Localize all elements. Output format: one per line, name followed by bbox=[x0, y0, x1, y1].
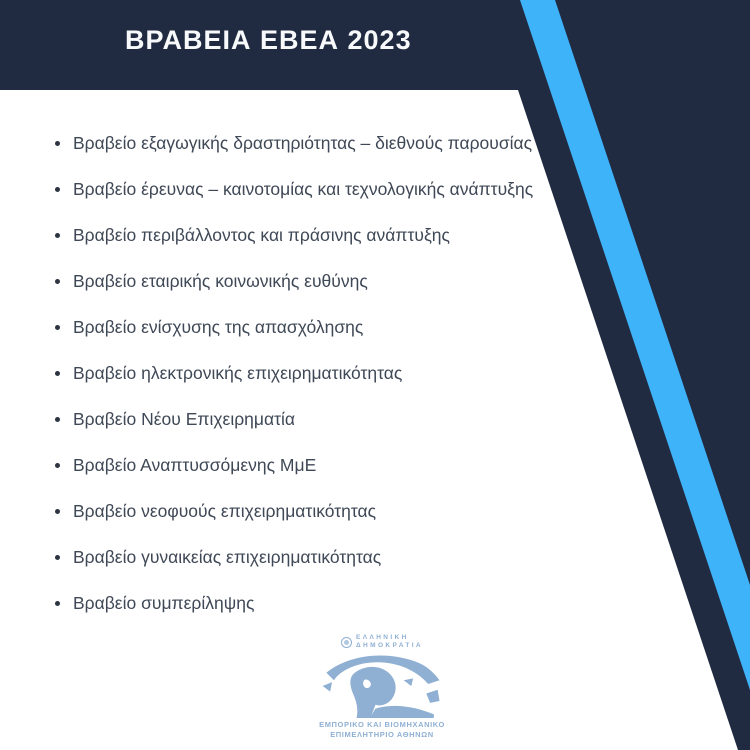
awards-list bbox=[55, 120, 575, 626]
award-label: Βραβείο έρευνας – καινοτομίας και τεχνολογικής ανάπτυξης bbox=[73, 178, 534, 199]
list-item bbox=[55, 166, 575, 212]
list-item bbox=[55, 120, 575, 166]
bullet-icon bbox=[55, 371, 60, 376]
org-name-line2: ΕΠΙΜΕΛΗΤΗΡΙΟ ΑΘΗΝΩΝ bbox=[330, 729, 434, 739]
list-item bbox=[55, 534, 575, 580]
list-item bbox=[55, 580, 575, 626]
award-label: Βραβείο νεοφυούς επιχειρηματικότητας bbox=[73, 500, 377, 521]
award-label: Βραβείο ηλεκτρονικής επιχειρηματικότητας bbox=[73, 362, 403, 383]
athena-head-icon bbox=[320, 652, 444, 718]
hellenic-republic-emblem-icon bbox=[341, 637, 352, 648]
list-item bbox=[55, 212, 575, 258]
award-label: Βραβείο ενίσχυσης της απασχόλησης bbox=[73, 316, 364, 337]
list-item bbox=[55, 442, 575, 488]
award-label: Βραβείο περιβάλλοντος και πράσινης ανάπτυξης bbox=[73, 224, 450, 245]
list-item bbox=[55, 488, 575, 534]
award-label: Βραβείο εταιρικής κοινωνικής ευθύνης bbox=[73, 270, 368, 291]
bullet-icon bbox=[55, 325, 60, 330]
logo-header bbox=[341, 633, 423, 651]
org-name-line1: ΕΜΠΟΡΙΚΟ ΚΑΙ ΒΙΟΜΗΧΑΝΙΚΟ bbox=[319, 720, 445, 729]
list-item bbox=[55, 350, 575, 396]
award-label: Βραβείο γυναικείας επιχειρηματικότητας bbox=[73, 546, 382, 567]
list-item bbox=[55, 258, 575, 304]
bullet-icon bbox=[55, 417, 60, 422]
state-name-line2: ΔΗΜΟΚΡΑΤΙΑ bbox=[355, 642, 423, 649]
state-name-line1: ΕΛΛΗΝΙΚΗ bbox=[355, 634, 409, 641]
list-item bbox=[55, 304, 575, 350]
bullet-icon bbox=[55, 233, 60, 238]
acci-logo bbox=[316, 633, 448, 750]
bullet-icon bbox=[55, 509, 60, 514]
bullet-icon bbox=[55, 187, 60, 192]
list-item bbox=[55, 396, 575, 442]
page-title: ΒΡΑΒΕΙΑ ΕΒΕΑ 2023 bbox=[125, 25, 412, 55]
award-label: Βραβείο Αναπτυσσόμενης ΜμΕ bbox=[73, 454, 317, 475]
award-label: Βραβείο Νέου Επιχειρηματία bbox=[73, 408, 296, 429]
logo-caption bbox=[319, 720, 445, 739]
award-label: Βραβείο εξαγωγικής δραστηριότητας – διεθνούς παρουσίας bbox=[73, 132, 533, 153]
bullet-icon bbox=[55, 141, 60, 146]
bullet-icon bbox=[55, 463, 60, 468]
award-label: Βραβείο συμπερίληψης bbox=[73, 592, 255, 613]
bullet-icon bbox=[55, 555, 60, 560]
bullet-icon bbox=[55, 279, 60, 284]
bullet-icon bbox=[55, 601, 60, 606]
